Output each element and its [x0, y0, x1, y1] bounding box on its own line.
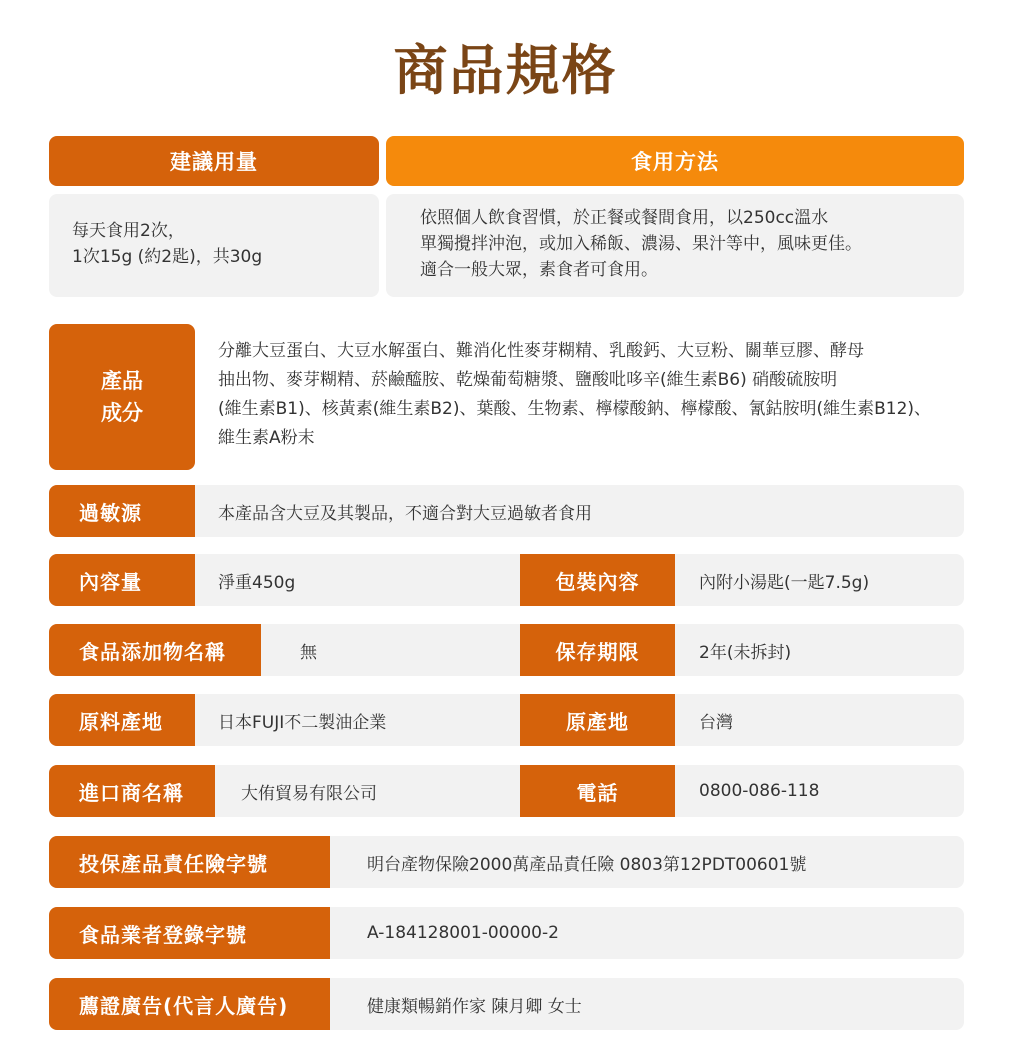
ingredients-label-line-2: 成分	[101, 401, 143, 425]
origin-label: 原產地	[520, 694, 675, 746]
registration-value: A-184128001-00000-2	[367, 923, 559, 943]
ingredients-label	[49, 324, 195, 470]
allergen-label: 過敏源	[49, 485, 195, 537]
additive-label: 食品添加物名稱	[49, 624, 261, 676]
insurance-value: 明台產物保險2000萬產品責任險 0803第12PDT00601號	[367, 854, 807, 875]
insurance-row	[49, 836, 964, 888]
importer-label: 進口商名稱	[49, 765, 215, 817]
ingredients-line-2: 抽出物、麥芽糊精、菸鹼醯胺、乾燥葡萄糖漿、鹽酸吡哆辛(維生素B6) 硝酸硫胺明	[218, 370, 838, 390]
package-value: 內附小湯匙(一匙7.5g)	[699, 572, 870, 593]
usage-box	[49, 194, 379, 297]
endorsement-value: 健康類暢銷作家 陳月卿 女士	[367, 996, 582, 1017]
method-header: 食用方法	[386, 136, 964, 186]
content-value: 淨重450g	[218, 572, 296, 593]
method-line-1: 依照個人飲食習慣，於正餐或餐間食用，以250cc溫水	[420, 208, 829, 228]
shelf-life-value: 2年(未拆封)	[699, 642, 792, 663]
phone-value: 0800-086-118	[699, 781, 820, 801]
usage-header: 建議用量	[49, 136, 379, 186]
ingredients-label-line-1: 產品	[101, 369, 143, 393]
package-label: 包裝內容	[520, 554, 675, 606]
importer-phone-row	[49, 765, 964, 817]
ingredients-line-1: 分離大豆蛋白、大豆水解蛋白、難消化性麥芽糊精、乳酸鈣、大豆粉、關華豆膠、酵母	[218, 341, 864, 361]
ingredients-text	[218, 337, 978, 453]
insurance-label: 投保產品責任險字號	[49, 836, 330, 888]
registration-label: 食品業者登錄字號	[49, 907, 330, 959]
ingredients-line-3: (維生素B1)、核黃素(維生素B2)、葉酸、生物素、檸檬酸鈉、檸檬酸、氰鈷胺明(維生素B12)、	[218, 399, 932, 419]
content-label: 內容量	[49, 554, 195, 606]
allergen-value: 本產品含大豆及其製品，不適合對大豆過敏者食用	[218, 503, 592, 524]
ingredients-line-4: 維生素A粉末	[218, 428, 315, 448]
registration-row	[49, 907, 964, 959]
material-origin-label: 原料產地	[49, 694, 195, 746]
allergen-row	[49, 485, 964, 537]
method-box	[386, 194, 964, 297]
usage-line-2: 1次15g (約2匙)，共30g	[72, 247, 263, 267]
endorsement-row	[49, 978, 964, 1030]
content-package-row	[49, 554, 964, 606]
page-title: 商品規格	[393, 39, 618, 102]
shelf-life-label: 保存期限	[520, 624, 675, 676]
additive-value: 無	[300, 642, 317, 663]
usage-line-1: 每天食用2次，	[72, 221, 185, 241]
origin-value: 台灣	[699, 712, 733, 733]
additive-shelf-row	[49, 624, 964, 676]
origin-row	[49, 694, 964, 746]
endorsement-label: 薦證廣告(代言人廣告)	[49, 978, 330, 1030]
material-origin-value: 日本FUJI不二製油企業	[218, 712, 387, 733]
importer-value: 大侑貿易有限公司	[241, 783, 377, 804]
phone-label: 電話	[520, 765, 675, 817]
method-line-3: 適合一般大眾，素食者可食用。	[420, 260, 658, 280]
method-line-2: 單獨攪拌沖泡，或加入稀飯、濃湯、果汁等中，風味更佳。	[420, 234, 862, 254]
